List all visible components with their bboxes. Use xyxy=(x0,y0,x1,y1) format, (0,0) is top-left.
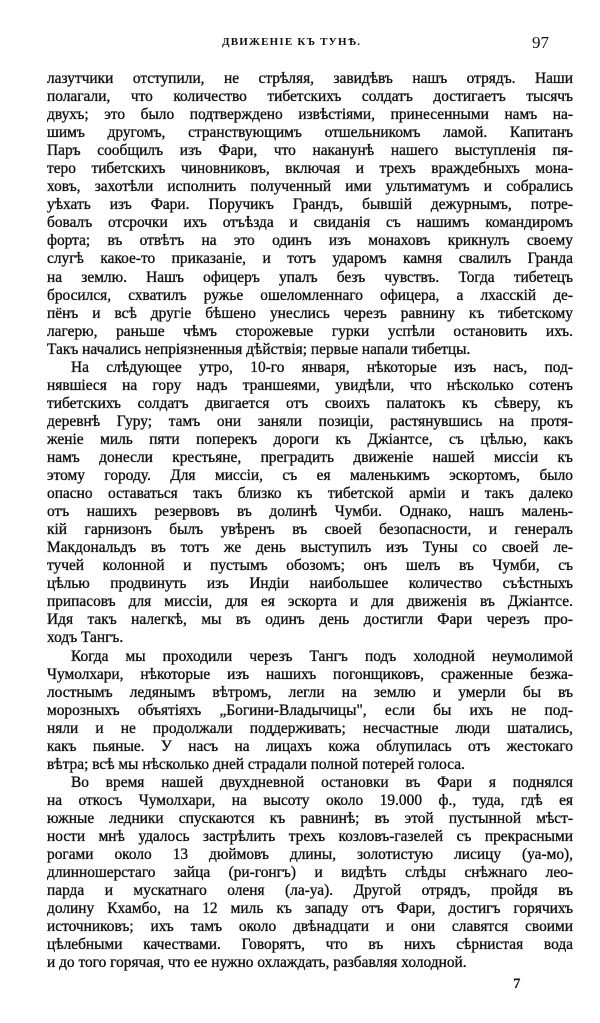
text-line: теро тибетскихъ чиновниковъ, включая и трехъ враждебныхъ мона- xyxy=(47,160,573,178)
text-line: Такъ начались непріязненныя дѣйствія; первые напали тибетцы. xyxy=(47,340,471,358)
text-line: На слѣдующее утро, 10-го января, нѣкоторые изъ насъ, под- xyxy=(71,358,573,376)
page-number: 97 xyxy=(532,33,549,52)
text-line: парда и мускатнаго оленя (ла-уа). Другой отрядъ, пройдя въ xyxy=(47,882,573,900)
text-line: на землю. Нашъ офицеръ упалъ безъ чувствъ. Тогда тибетецъ xyxy=(47,268,573,286)
text-line: ховъ, захотѣли исполнить полученный ими ультиматумъ и собрались xyxy=(47,178,573,196)
text-line: Во время нашей двухдневной остановки въ Фари я поднялся xyxy=(71,773,573,791)
text-line: полагали, что количество тибетскихъ солдатъ достигаетъ тысячъ xyxy=(47,88,573,106)
text-line: слугѣ какое-то приказаніе, и тотъ ударомъ камня свалилъ Гранда xyxy=(47,250,573,268)
text-line: морозныхъ объятіяхъ „Богини-Владычицы", если бы ихъ не под- xyxy=(47,701,573,719)
text-line: форта; въ отвѣтъ на это одинъ изъ монаховъ крикнулъ своему xyxy=(47,232,573,250)
text-line: источниковъ; ихъ тамъ около двѣнадцати и они славятся своими xyxy=(47,918,573,936)
text-line: деревнѣ Гуру; тамъ они заняли позиціи, растянувшись на протя- xyxy=(47,412,573,430)
text-line: и до того горячая, что ее нужно охлаждать, разбавляя холодной. xyxy=(47,954,467,972)
text-line: на откосъ Чумолхари, на высоту около 19.000 ф., туда, гдѣ ея xyxy=(47,791,573,809)
paragraph xyxy=(47,70,573,359)
text-line: рогами около 13 дюймовъ длины, золотистую лисицу (уа-мо), xyxy=(47,846,573,864)
text-line: женіе миль пяти поперекъ дороги къ Джіантсе, съ цѣлью, какъ xyxy=(47,430,573,448)
text-line: тибетскихъ солдатъ двигается отъ своихъ палатокъ къ сѣверу, къ xyxy=(47,394,573,412)
paragraph xyxy=(47,359,573,648)
text-line: припасовъ для миссіи, для ея эскорта и для движенія въ Джіантсе. xyxy=(47,593,573,611)
text-line: кій гарнизонъ былъ увѣренъ въ своей безопасности, и генералъ xyxy=(47,521,573,539)
text-line: нявшіеся на гору надъ траншеями, увидѣли, что нѣсколько сотенъ xyxy=(47,376,573,394)
text-line: уѣхать изъ Фари. Поручикъ Грандъ, бывшій дежурнымъ, потре- xyxy=(47,196,573,214)
running-head xyxy=(0,33,600,53)
text-line: какъ пьяные. У насъ на лицахъ кожа облупилась отъ жестокаго xyxy=(47,737,573,755)
text-line: намъ донесли крестьяне, преградить движеніе нашей миссіи къ xyxy=(47,448,573,466)
text-line: Идя такъ налегкѣ, мы въ одинъ день достигли Фари черезъ про- xyxy=(47,611,573,629)
text-line: тучей колонной и пустымъ обозомъ; онъ шелъ въ Чумби, съ xyxy=(47,557,573,575)
text-line: Когда мы проходили черезъ Тангъ подъ холодной неумолимой xyxy=(71,647,573,665)
text-line: Макдональдъ въ тотъ же день выступилъ изъ Туны со своей ле- xyxy=(47,539,573,557)
text-line: лагерю, раньше чѣмъ сторожевые гурки успѣли остановить ихъ. xyxy=(47,322,573,340)
running-title: ДВИЖЕНІЕ КЪ ТУНѢ. xyxy=(222,36,362,48)
text-line: лазутчики отступили, не стрѣляя, завидѣвъ нашъ отрядъ. Наши xyxy=(47,70,573,87)
text-line: цѣлебными качествами. Говорятъ, что въ нихъ сѣрнистая вода xyxy=(47,936,573,954)
text-line: ходъ Тангъ. xyxy=(47,629,124,647)
text-line: двухъ; это было подтверждено извѣстіями, принесенными намъ на- xyxy=(47,106,573,124)
paragraph xyxy=(47,774,573,973)
body-text xyxy=(47,70,573,972)
text-line: няли и не продолжали поддерживать; несчастные люди шатались, xyxy=(47,719,573,737)
text-line: лостнымъ ледянымъ вѣтромъ, легли на землю и умерли бы въ xyxy=(47,683,573,701)
text-line: опасно оставаться такъ близко къ тибетской арміи и такъ далеко xyxy=(47,485,573,503)
text-line: этому городу. Для миссіи, съ ея маленькимъ эскортомъ, было xyxy=(47,467,573,485)
text-line: пёнъ и всѣ другіе бѣшено унеслись черезъ равнину къ тибетскому xyxy=(47,304,573,322)
text-line: бовалъ отсрочки ихъ отъѣзда и свиданія съ нашимъ командиромъ xyxy=(47,214,573,232)
text-line: цѣлью продвинуть изъ Индіи наибольшее количество съѣстныхъ xyxy=(47,575,573,593)
text-line: ности мнѣ удалось застрѣлить трехъ козловъ-газелей съ прекрасными xyxy=(47,827,573,845)
text-line: Паръ сообщилъ изъ Фари, что наканунѣ нашего выступленія пя- xyxy=(47,142,573,160)
text-line: Чумолхари, нѣкоторые изъ нашихъ погонщиковъ, сраженные безжа- xyxy=(47,665,573,683)
text-line: вѣтра; всѣ мы нѣсколько дней страдали полной потерей голоса. xyxy=(47,755,465,773)
signature-mark: 7 xyxy=(513,976,521,992)
text-line: отъ нашихъ резервовъ въ долинѣ Чумби. Однако, нашъ малень- xyxy=(47,503,573,521)
text-line: шимъ другомъ, странствующимъ отшельникомъ ламой. Капитанъ xyxy=(47,124,573,142)
text-line: южные ледники спускаются къ равнинѣ; въ этой пустынной мѣст- xyxy=(47,809,573,827)
paragraph xyxy=(47,648,573,774)
text-line: бросился, схватилъ ружье ошеломленнаго офицера, а лхасскій де- xyxy=(47,286,573,304)
text-line: длинношерстаго зайца (ри-гонгъ) и видѣть слѣды снѣжнаго лео- xyxy=(47,864,573,882)
text-line: долину Кхамбо, на 12 миль къ западу отъ Фари, достигъ горячихъ xyxy=(47,900,573,918)
